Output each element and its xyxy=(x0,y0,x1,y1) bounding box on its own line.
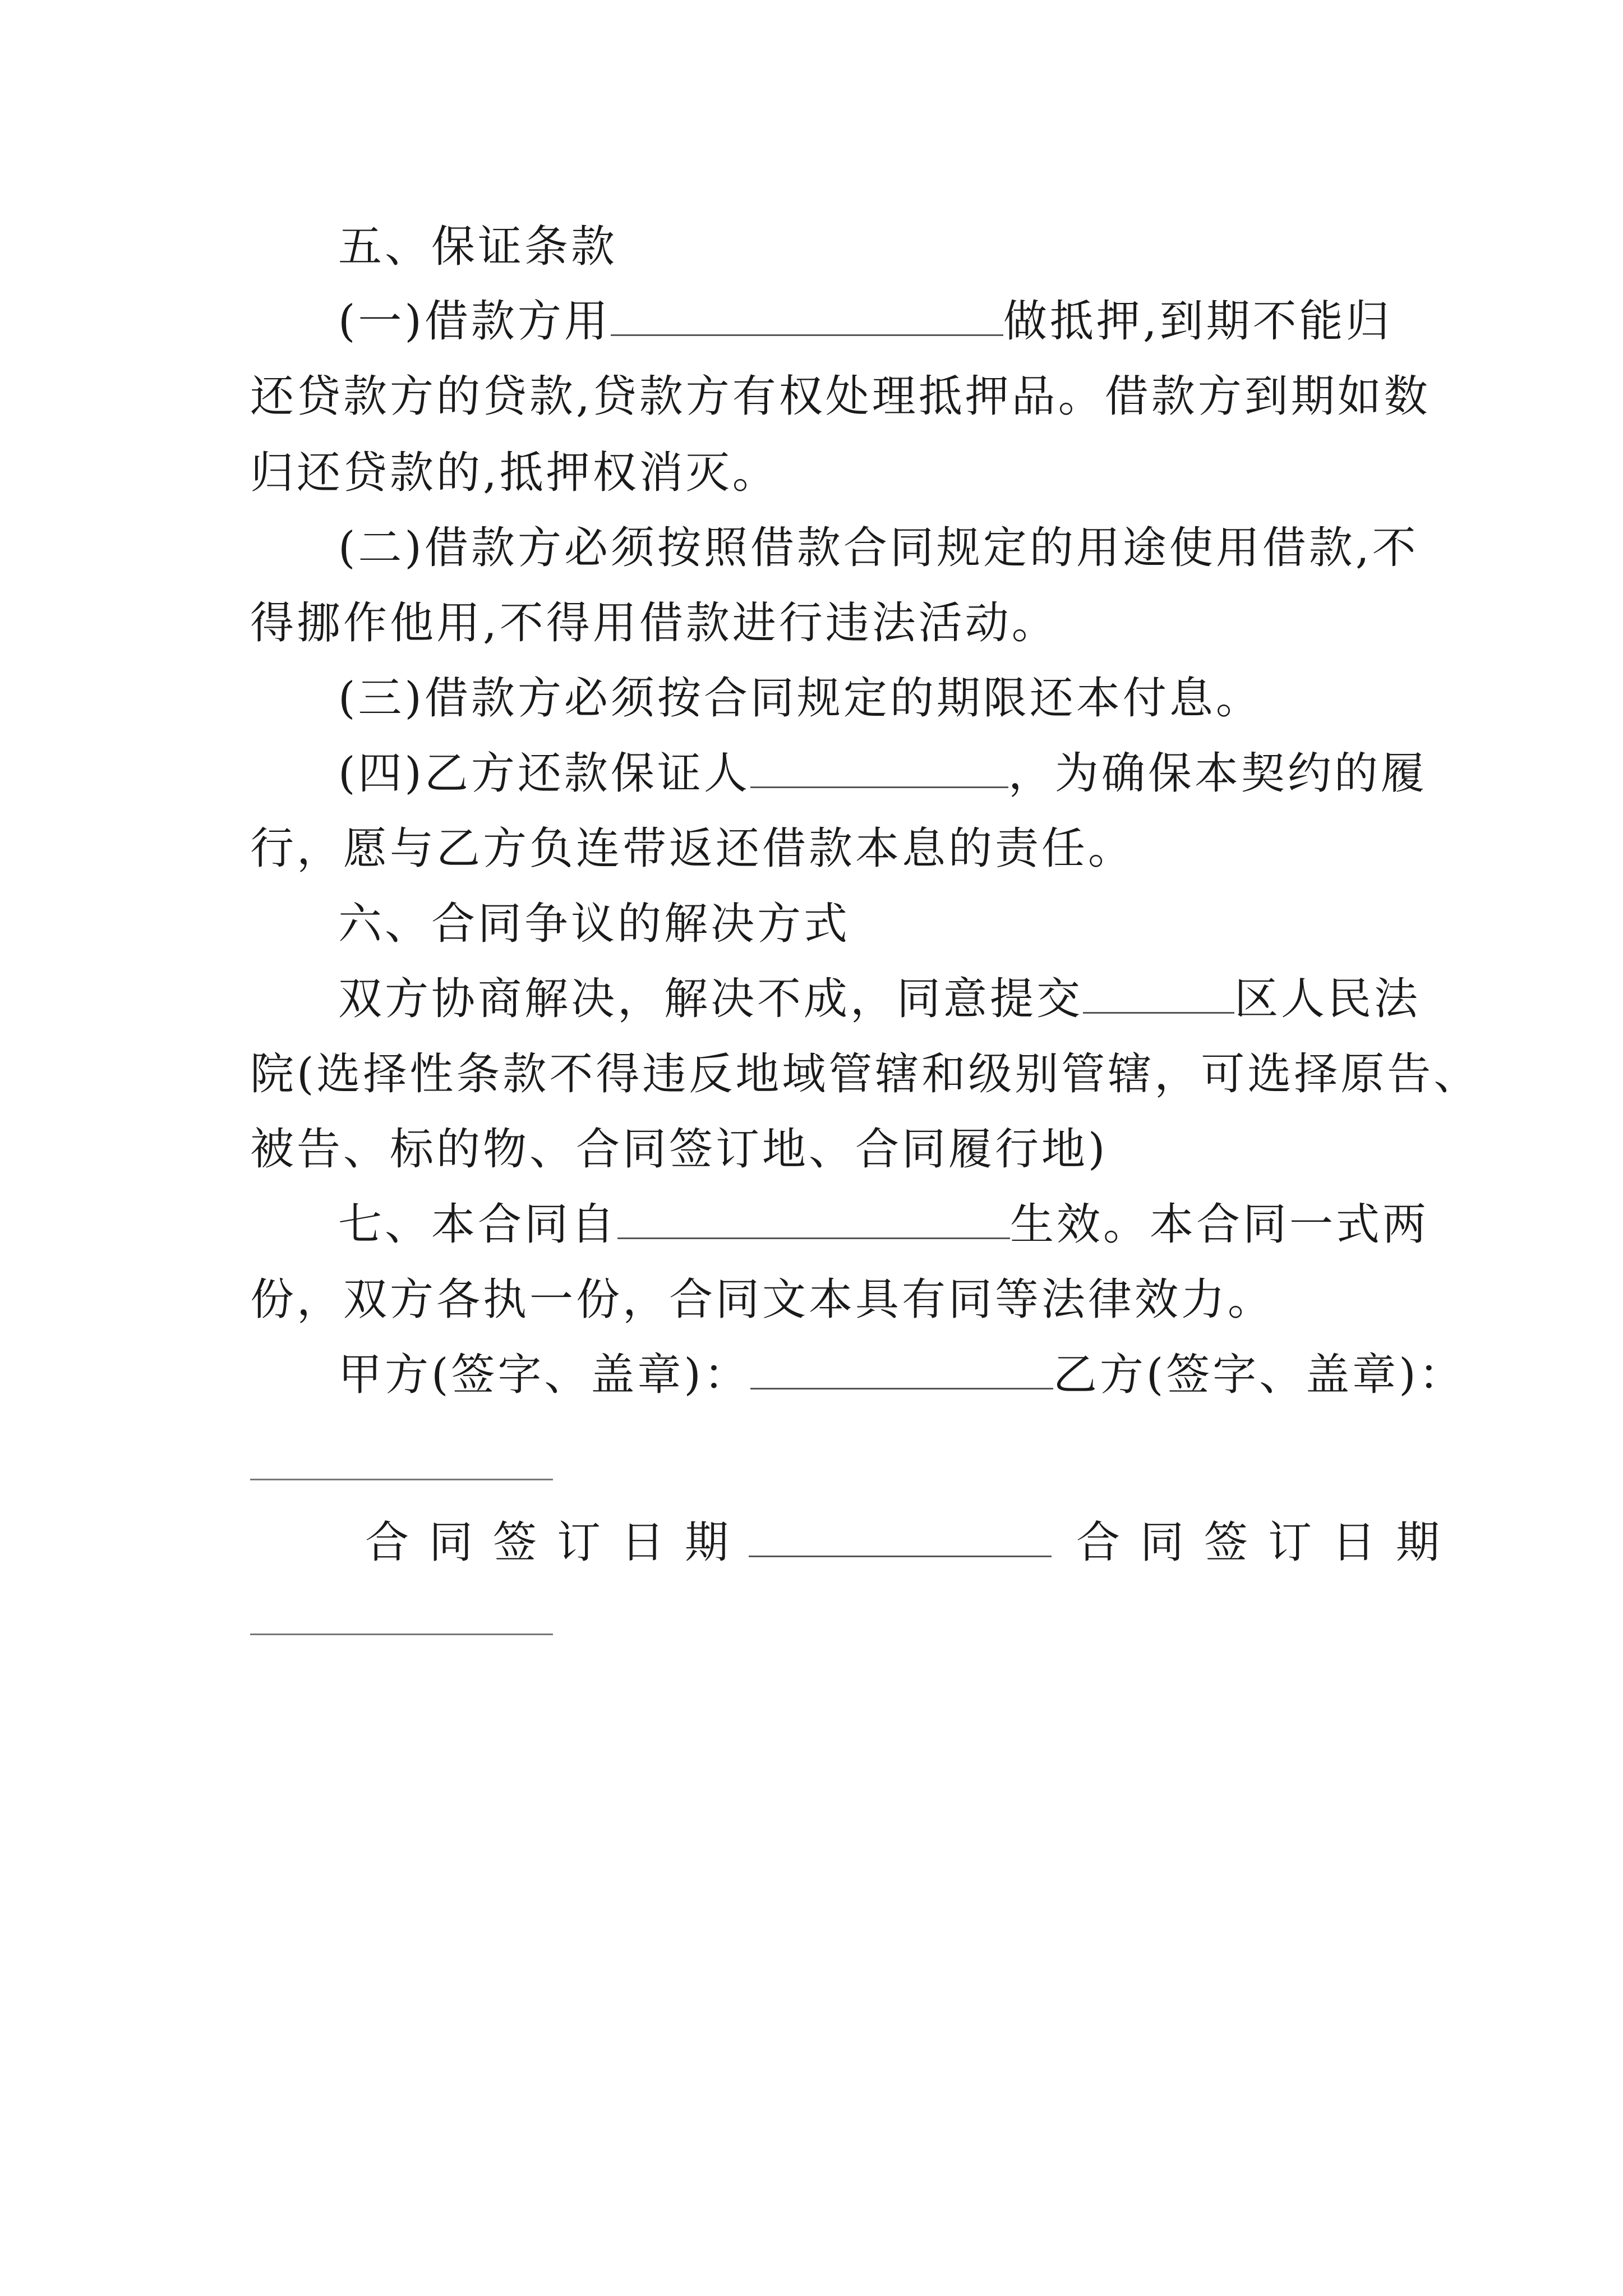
party-b-date-blank[interactable] xyxy=(250,1634,553,1635)
signature-line: 甲方(签字、盖章)： 乙方(签字、盖章)： xyxy=(338,1350,1465,1400)
collateral-blank[interactable] xyxy=(611,298,1003,336)
effective-date-blank[interactable] xyxy=(617,1202,1010,1239)
clause-1-line-2: 还贷款方的贷款,贷款方有权处理抵押品。借款方到期如数 xyxy=(250,371,1431,422)
party-a-signature-blank[interactable] xyxy=(750,1352,1053,1389)
clause-2-line-1: (二)借款方必须按照借款合同规定的用途使用借款,不 xyxy=(338,523,1419,573)
clause-4-line-1: (四)乙方还款保证人 ，为确保本契约的履 xyxy=(338,748,1427,799)
party-b-signature-blank[interactable] xyxy=(250,1479,553,1480)
clause-1-line-1: (一)借款方用 做抵押,到期不能归 xyxy=(338,296,1393,347)
party-a-date-blank[interactable] xyxy=(749,1520,1052,1557)
court-blank[interactable] xyxy=(1083,976,1234,1014)
signing-date-line: 合同签订日期 合同签订日期 xyxy=(365,1517,1460,1568)
section-6-line-3: 被告、标的物、合同签订地、合同履行地) xyxy=(250,1124,1108,1175)
clause-3-line-1: (三)借款方必须按合同规定的期限还本付息。 xyxy=(338,673,1262,724)
guarantor-blank[interactable] xyxy=(750,751,1008,788)
clause-1-line-3: 归还贷款的,抵押权消灭。 xyxy=(250,448,779,498)
section-7-line-1: 七、本合同自 生效。本合同一式两 xyxy=(338,1199,1430,1250)
section-6-line-2: 院(选择性条款不得违反地域管辖和级别管辖，可选择原告、 xyxy=(250,1049,1481,1099)
clause-2-line-2: 得挪作他用,不得用借款进行违法活动。 xyxy=(250,598,1058,648)
section-7-line-2: 份，双方各执一份，合同文本具有同等法律效力。 xyxy=(250,1274,1275,1325)
section-6-line-1: 双方协商解决，解决不成，同意提交 区人民法 xyxy=(338,974,1421,1024)
clause-4-line-2: 行，愿与乙方负连带返还借款本息的责任。 xyxy=(250,823,1135,874)
section-6-heading: 六、合同争议的解决方式 xyxy=(338,899,851,949)
section-5-heading: 五、保证条款 xyxy=(338,222,618,272)
